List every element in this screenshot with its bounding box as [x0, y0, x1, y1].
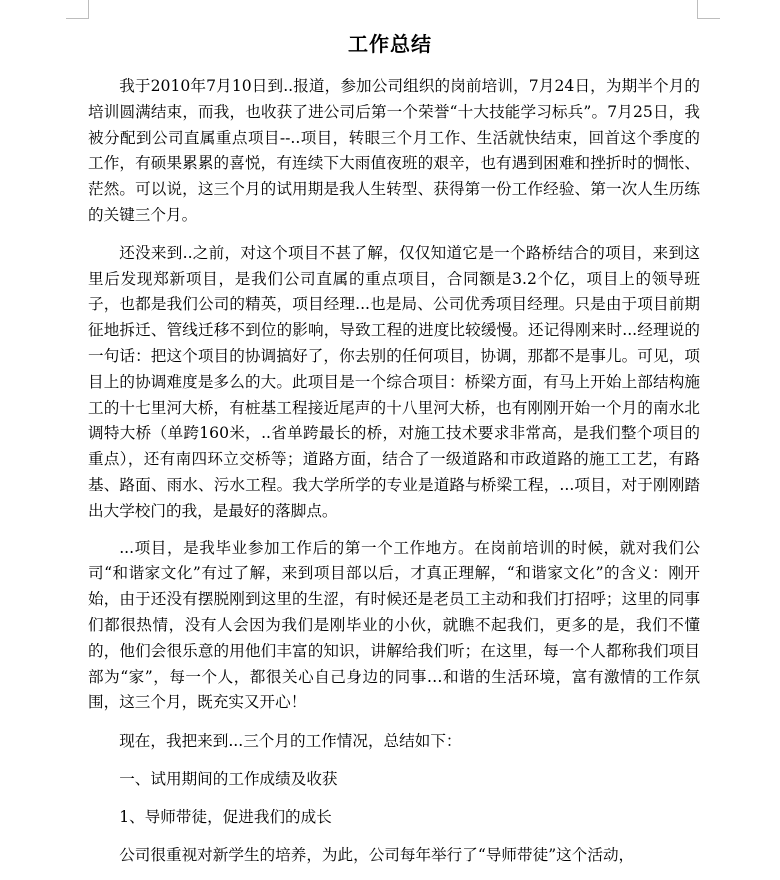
paragraph-intro: 我于2010年7月10日到..报道，参加公司组织的岗前培训，7月24日，为期半个月的培训圆满结束，而我，也收获了进公司后第一个荣誉“十大技能学习标兵”。7月25日，我被分配到公司直属重点项目--..项目，转眼三个月工作、生活就快结束，回首这个季度的工作，有硕果累累的喜悦，有连续下大雨值夜班的艰辛，也有遇到困难和挫折时的惆怅、茫然。可以说，这三个月的试用期是我人生转型、获得第一份工作经验、第一次人生历练的关键三个月。	[88, 77, 700, 224]
crop-mark-top-right	[697, 0, 720, 19]
crop-mark-top-left	[66, 0, 89, 19]
paragraph-summary-intro: 现在，我把来到...三个月的工作情况，总结如下：	[119, 732, 462, 751]
section-heading: 一、试用期间的工作成绩及收获	[119, 769, 338, 788]
paragraph-mentorship: 公司很重视对新学生的培养，为此，公司每年举行了“导师带徒”这个活动，	[119, 845, 635, 864]
document-body	[88, 74, 700, 880]
subsection-heading: 1、导师带徒，促进我们的成长	[119, 807, 332, 826]
paragraph-culture: ...项目，是我毕业参加工作后的第一个工作地方。在岗前培训的时候，就对我们公司“和谐家文化”有过了解，来到项目部以后，才真正理解，“和谐家文化”的含义：刚开始，由于还没有摆脱刚到这里的生涩，有时候还是老员工主动和我们打招呼；这里的同事们都很热情，没有人会因为我们是刚毕业的小伙，就瞧不起我们，更多的是，我们不懂的，他们会很乐意的用他们丰富的知识，讲解给我们听；在这里，每一个人都称我们项目部为“家”，每一个人，都很关心自己身边的同事…和谐的生活环境，富有激情的工作氛围，这三个月，既充实又开心！	[88, 538, 700, 712]
paragraph-project: 还没来到..之前，对这个项目不甚了解，仅仅知道它是一个路桥结合的项目，来到这里后发现郑新项目，是我们公司直属的重点项目，合同额是3.2个亿，项目上的领导班子，也都是我们公司的精英，项目经理...也是局、公司优秀项目经理。只是由于项目前期征地拆迁、管线迁移不到位的影响，导致工程的进度比较缓慢。还记得刚来时...经理说的一句话：把这个项目的协调搞好了，你去别的任何项目，协调，那都不是事儿。可见，项目上的协调难度是多么的大。此项目是一个综合项目：桥梁方面，有马上开始上部结构施工的十七里河大桥，有桩基工程接近尾声的十八里河大桥，也有刚刚开始一个月的南水北调特大桥（单跨160米，..省单跨最长的桥，对施工技术要求非常高，是我们整个项目的重点），还有南四环立交桥等；道路方面，结合了一级道路和市政道路的施工工艺，有路基、路面、雨水、污水工程。我大学所学的专业是道路与桥梁工程，...项目，对于刚刚踏出大学校门的我，是最好的落脚点。	[88, 243, 700, 520]
document-title: 工作总结	[348, 32, 432, 56]
